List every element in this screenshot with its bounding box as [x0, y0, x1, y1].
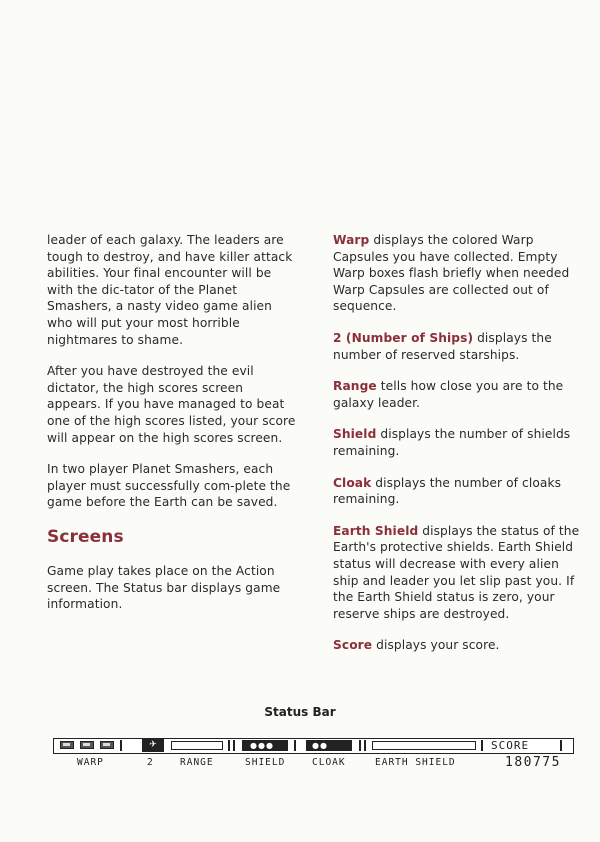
item-score — [333, 637, 588, 654]
paragraph-two-player: In two player Planet Smashers, each player must successfully com-plete the game before the Earth can be saved. — [47, 462, 291, 510]
item-warp — [333, 232, 588, 315]
cloak-dots: ●● — [312, 741, 328, 750]
shield-indicator — [242, 740, 288, 751]
desc-score: displays your score. — [372, 638, 500, 653]
desc-warp: displays the colored Warp Capsules you have collected. Empty Warp boxes flash briefly when needed Warp Capsules are collected out of sequence. — [333, 233, 570, 314]
cloak-indicator — [306, 740, 352, 751]
desc-ships: displays the number of reserved starships. — [333, 330, 552, 362]
item-cloak — [333, 475, 588, 508]
item-earth-shield — [333, 523, 588, 623]
term-ships: 2 (Number of Ships) — [333, 330, 474, 345]
divider — [481, 740, 483, 751]
item-ships — [333, 330, 588, 363]
divider — [233, 740, 235, 751]
desc-shield: displays the number of shields remaining. — [333, 427, 571, 458]
divider — [359, 740, 361, 751]
status-bar-illustration — [53, 738, 574, 754]
desc-range: tells how close you are to the galaxy leader. — [333, 379, 564, 410]
score-label: SCORE — [491, 739, 530, 752]
paragraph-action-screen: Game play takes place on the Action screen. The Status bar displays game information. — [47, 563, 281, 612]
divider — [560, 740, 562, 751]
term-warp: Warp — [333, 233, 370, 247]
warp-box-icon — [60, 741, 74, 749]
item-shield — [333, 426, 588, 459]
warp-box-icon — [100, 741, 114, 749]
right-column — [333, 232, 588, 669]
term-range: Range — [333, 379, 377, 394]
shield-dots: ●●● — [250, 741, 274, 750]
label-range: RANGE — [180, 757, 214, 768]
ship-icon: ✈ — [142, 739, 164, 752]
paragraph-high-scores: After you have destroyed the evil dictator, the high scores screen appears. If you have managed to beat one of the high scores listed, your score will appear on the high scores screen. — [47, 364, 296, 445]
divider — [228, 740, 230, 751]
paragraph-leaders: leader of each galaxy. The leaders are tough to destroy, and have killer attack abilities. Your final encounter will be with the dic-tator of the Planet Smashers, a nasty video game alien who will put your most horrible nightmares to shame. — [47, 233, 293, 347]
term-shield: Shield — [333, 427, 377, 442]
item-range — [333, 378, 588, 411]
screens-heading: Screens — [47, 526, 124, 547]
warp-box-icon — [80, 741, 94, 749]
label-cloak: CLOAK — [312, 757, 346, 768]
divider — [294, 740, 296, 751]
divider — [120, 740, 122, 751]
label-earth-shield: EARTH SHIELD — [375, 757, 456, 768]
term-cloak: Cloak — [333, 475, 372, 490]
desc-cloak: displays the number of cloaks remaining. — [333, 475, 562, 507]
left-column — [47, 232, 299, 628]
term-score: Score — [333, 638, 373, 653]
term-earth-shield: Earth Shield — [333, 523, 419, 538]
desc-earth-shield: displays the status of the Earth's protective shields. Earth Shield status will decrease with every alien ship and leader you let slip past you. If the Earth Shield status is zero, your reserve ships are destroyed. — [333, 523, 580, 621]
label-warp: WARP — [77, 757, 104, 768]
range-bar — [171, 741, 223, 750]
label-shield: SHIELD — [245, 757, 286, 768]
earth-shield-bar — [372, 741, 476, 750]
divider — [364, 740, 366, 751]
score-value: 180775 — [505, 755, 561, 770]
status-bar-title: Status Bar — [264, 705, 336, 719]
label-ships: 2 — [147, 757, 154, 768]
